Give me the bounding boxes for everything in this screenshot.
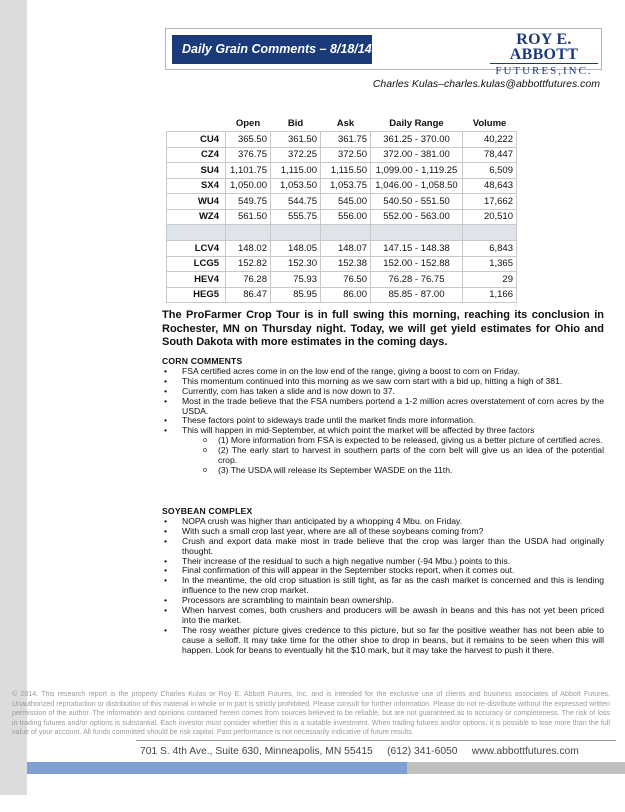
bullet-item: • NOPA crush was higher than anticipated by a whopping 4 Mbu. on Friday. — [162, 517, 604, 527]
separator-row — [167, 225, 517, 241]
footer-address: 701 S. 4th Ave., Suite 630, Minneapolis, MN 55415 (612) 341-6050 www.abbottfutures.com — [140, 746, 579, 757]
table-row — [167, 132, 517, 148]
bullet-item: • FSA certified acres come in on the low end of the range, giving a boost to corn on Friday. — [162, 367, 604, 377]
contract-symbol: CU4 — [167, 132, 226, 148]
lead-paragraph: The ProFarmer Crop Tour is in full swing this morning, reaching its conclusion in Rochester, MN on Thursday night. Today, we will get yield estimates for Ohio and South Dakota with more estimates in the coming days. — [162, 309, 604, 348]
bullet-item: • These factors point to sideways trade until the market finds more information. — [162, 416, 604, 426]
cell-open: 152.82 — [226, 256, 271, 272]
cell-open: 1,050.00 — [226, 178, 271, 194]
cell-volume: 1,166 — [463, 287, 517, 303]
cell-bid: 361.50 — [271, 132, 321, 148]
cell-bid: 1,053.50 — [271, 178, 321, 194]
cell-bid: 85.95 — [271, 287, 321, 303]
contract-symbol: LCG5 — [167, 256, 226, 272]
column-header: Daily Range — [371, 116, 463, 132]
cell-open: 365.50 — [226, 132, 271, 148]
soybean-bullet-list — [162, 517, 604, 656]
contract-symbol: WU4 — [167, 194, 226, 210]
contract-symbol: SU4 — [167, 163, 226, 179]
livestock-rows — [167, 241, 517, 303]
cell-open: 561.50 — [226, 209, 271, 225]
column-header: Bid — [271, 116, 321, 132]
bullet-item: • With such a small crop last year, where are all of these soybeans coming from? — [162, 527, 604, 537]
cell-open: 86.47 — [226, 287, 271, 303]
cell-ask: 152.38 — [321, 256, 371, 272]
bullet-item: • Currently, corn has taken a slide and is now down to 37. — [162, 387, 604, 397]
cell-ask: 86.00 — [321, 287, 371, 303]
bullet-item: • This momentum continued into this morning as we saw corn start with a bid up, hitting a high of 381. — [162, 377, 604, 387]
bullet-item: • Most in the trade believe that the FSA numbers portend a 1-2 million acres overstatement of corn acres by the USDA. — [162, 397, 604, 417]
cell-open: 148.02 — [226, 241, 271, 257]
footer-bar-accent — [27, 762, 407, 774]
quote-table — [166, 116, 517, 303]
table-row — [167, 178, 517, 194]
cell-volume: 6,509 — [463, 163, 517, 179]
sub-bullet-item: o (3) The USDA will release its September WASDE on the 11th. — [162, 466, 604, 476]
soybean-section — [162, 507, 604, 656]
contract-symbol: WZ4 — [167, 209, 226, 225]
cell-range: 1,046.00 - 1,058.50 — [371, 178, 463, 194]
bullet-item: • Final confirmation of this will appear in the September stocks report, when it comes out. — [162, 566, 604, 576]
cell-volume: 6,843 — [463, 241, 517, 257]
sub-bullet-item: o (2) The early start to harvest in southern parts of the corn belt will give us an idea of the potential crop. — [162, 446, 604, 466]
author-contact: Charles Kulas–charles.kulas@abbottfutures.com — [372, 78, 600, 90]
cell-volume: 17,662 — [463, 194, 517, 210]
company-logo — [484, 32, 604, 77]
corn-bullet-list — [162, 367, 604, 476]
report-title: Daily Grain Comments – 8/18/14 — [172, 35, 372, 64]
quote-table-header — [167, 116, 517, 132]
cell-ask: 545.00 — [321, 194, 371, 210]
soybean-heading: SOYBEAN COMPLEX — [162, 506, 253, 516]
cell-range: 85.85 - 87.00 — [371, 287, 463, 303]
table-row — [167, 194, 517, 210]
cell-bid: 544.75 — [271, 194, 321, 210]
cell-range: 372.00 - 381.00 — [371, 147, 463, 163]
table-row — [167, 272, 517, 288]
cell-ask: 372.50 — [321, 147, 371, 163]
cell-volume: 29 — [463, 272, 517, 288]
cell-ask: 1,053.75 — [321, 178, 371, 194]
left-margin-bar — [0, 0, 27, 795]
corn-heading: CORN COMMENTS — [162, 356, 243, 366]
cell-bid: 148.05 — [271, 241, 321, 257]
table-row — [167, 209, 517, 225]
cell-ask: 76.50 — [321, 272, 371, 288]
cell-range: 152.00 - 152.88 — [371, 256, 463, 272]
bullet-item: • In the meantime, the old crop situation is still tight, as far as the cash market is concerned and this is lending influence to the new crop market. — [162, 576, 604, 596]
cell-bid: 75.93 — [271, 272, 321, 288]
contract-symbol: HEV4 — [167, 272, 226, 288]
cell-range: 1,099.00 - 1,119.25 — [371, 163, 463, 179]
cell-ask: 1,115.50 — [321, 163, 371, 179]
contract-symbol: LCV4 — [167, 241, 226, 257]
cell-open: 76.28 — [226, 272, 271, 288]
bullet-item: • Processors are scrambling to maintain bean ownership. — [162, 596, 604, 606]
cell-bid: 555.75 — [271, 209, 321, 225]
footer-rule — [136, 740, 616, 741]
bullet-item: • This will happen in mid-September, at which point the market will be affected by three factors — [162, 426, 604, 436]
bullet-item: • The rosy weather picture gives credence to this picture, but so far the positive weather has not been able to cause a selloff. It may take time for the other shoe to drop in beans, but it remains to be seen when this will happen. Look for beans to eventually hit the $10 mark, but it may take the harvest to push it there. — [162, 626, 604, 656]
table-row — [167, 241, 517, 257]
table-row — [167, 147, 517, 163]
logo-rule — [490, 63, 598, 64]
table-row — [167, 256, 517, 272]
cell-volume: 1,365 — [463, 256, 517, 272]
cell-range: 76.28 - 76.75 — [371, 272, 463, 288]
cell-open: 376.75 — [226, 147, 271, 163]
column-header: Volume — [463, 116, 517, 132]
cell-ask: 556.00 — [321, 209, 371, 225]
cell-volume: 40,222 — [463, 132, 517, 148]
cell-range: 540.50 - 551.50 — [371, 194, 463, 210]
column-header: Open — [226, 116, 271, 132]
bullet-item: • When harvest comes, both crushers and producers will be awash in beans and this has not yet been priced into the market. — [162, 606, 604, 626]
cell-range: 361.25 - 370.00 — [371, 132, 463, 148]
contract-symbol: HEG5 — [167, 287, 226, 303]
column-header: Ask — [321, 116, 371, 132]
cell-bid: 1,115.00 — [271, 163, 321, 179]
cell-open: 549.75 — [226, 194, 271, 210]
contract-symbol: SX4 — [167, 178, 226, 194]
cell-ask: 361.75 — [321, 132, 371, 148]
cell-volume: 20,510 — [463, 209, 517, 225]
bullet-item: • Crush and export data make most in trade believe that the crop was larger than the USDA had originally thought. — [162, 537, 604, 557]
separator-row-group — [167, 225, 517, 241]
logo-main-text: ROY E. ABBOTT — [509, 31, 579, 63]
contract-symbol: CZ4 — [167, 147, 226, 163]
cell-ask: 148.07 — [321, 241, 371, 257]
disclaimer: © 2014. This research report is the property Charles Kulas or Roy E. Abbott Futures, Inc. and is intended for the exclusive use of clients and business associates of Abbott Futures. Unauthorized reproduction or distribution of this material in whole or in part is strictly prohibited. Please consult for further information. Please do not re-distribute without the expressed written permission of the author. The information and opinions contained herein comes from sources believed to be reliable, but are not guaranteed as to accuracy or completeness. The risk of loss in trading futures and/or options is substantial. Each investor must consider whether this is a suitable investment. When trading futures and/or options, it is possible to lose more than the full value of your account. All funds committed should be risk capital. Past performance is not necessarily indicative of future results. — [12, 690, 610, 737]
table-row — [167, 287, 517, 303]
grain-rows — [167, 132, 517, 225]
column-header — [167, 116, 226, 132]
table-row — [167, 163, 517, 179]
cell-volume: 48,643 — [463, 178, 517, 194]
cell-volume: 78,447 — [463, 147, 517, 163]
logo-sub-text: FUTURES,INC. — [495, 65, 593, 77]
corn-comments-section — [162, 357, 604, 476]
cell-bid: 372.25 — [271, 147, 321, 163]
bullet-item: • Their increase of the residual to such a high negative number (-94 Mbu.) points to this. — [162, 557, 604, 567]
cell-range: 147.15 - 148.38 — [371, 241, 463, 257]
cell-bid: 152.30 — [271, 256, 321, 272]
cell-range: 552.00 - 563.00 — [371, 209, 463, 225]
sub-bullet-item: o (1) More information from FSA is expected to be released, giving us a better picture of certified acres. — [162, 436, 604, 446]
cell-open: 1,101.75 — [226, 163, 271, 179]
